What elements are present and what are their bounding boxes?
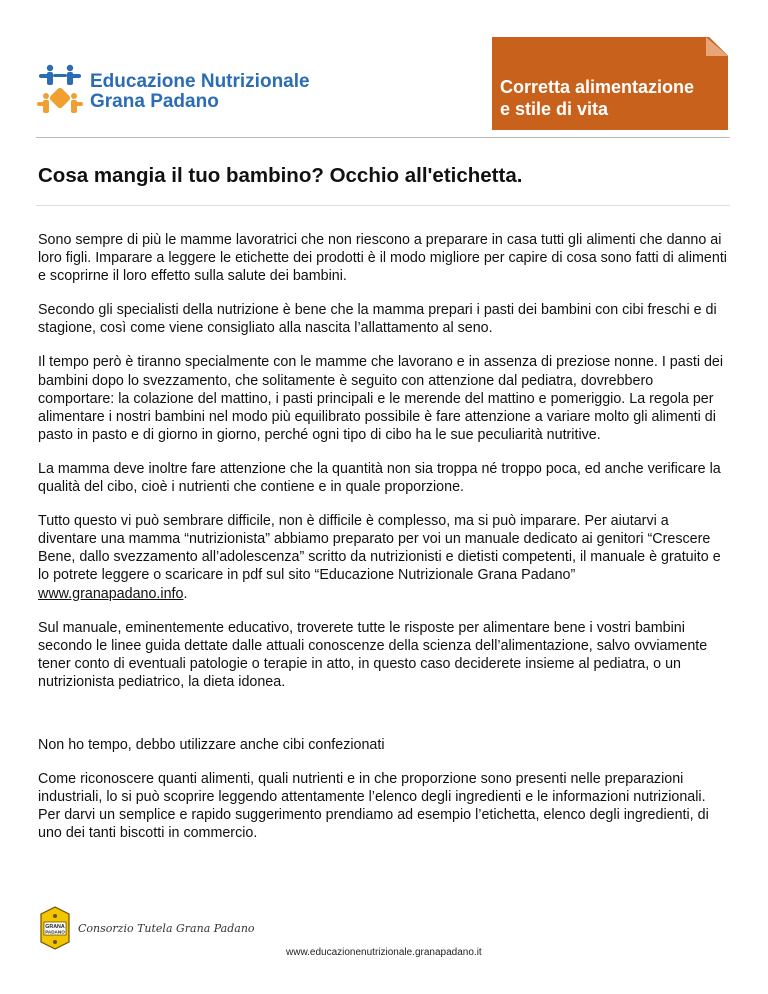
banner-line-1: Corretta alimentazione — [500, 77, 695, 97]
banner-line-2: e stile di vita — [500, 99, 609, 119]
logo-text — [90, 72, 310, 112]
paragraph-2: Secondo gli specialisti della nutrizione è bene che la mamma prepari i pasti dei bambini con cibi freschi e di stagione, così come viene consigliato alla nascita l’allattamento al seno. — [38, 302, 717, 337]
header-logo — [36, 62, 336, 124]
granapadano-link[interactable]: www.granapadano.info — [38, 585, 184, 602]
header-divider — [36, 137, 730, 138]
paragraph-5-end: . — [183, 585, 188, 602]
consortium-name: Consorzio Tutela Grana Padano — [78, 922, 255, 935]
paragraph-5-text: Tutto questo vi può sembrare difficile, non è difficile è complesso, ma si può imparare. Per aiutarvi a diventare una mamma “nutrizionista” abbiamo preparato per voi un manuale dedicato ai genitori “Crescere Bene, dallo svezzamento all’adolescenza” scritto da nutrizionisti e dietisti competenti, il manuale è gratuito e lo potrete leggere o scaricare in pdf sul sito “Educazione Nutrizionale Grana Padano” — [38, 513, 721, 584]
section-banner-text — [500, 76, 694, 120]
logo-line-1: Educazione Nutrizionale — [90, 71, 310, 92]
educazione-nutrizionale-logo-icon — [36, 62, 84, 120]
grana-padano-seal-icon — [38, 906, 72, 950]
logo-line-2: Grana Padano — [90, 91, 219, 112]
article-title: Cosa mangia il tuo bambino? Occhio all'etichetta. — [38, 164, 523, 187]
seal-text-top: GRANA — [45, 924, 65, 930]
title-divider — [36, 205, 730, 206]
paragraph-1: Sono sempre di più le mamme lavoratrici che non riescono a preparare in casa tutti gli alimenti che danno ai loro figli. Imparare a leggere le etichette dei prodotti è il modo migliore per capire di cosa sono fatti di alimenti e scoprirne il loro effetto sulla salute dei bambini. — [38, 232, 727, 285]
paragraph-4: La mamma deve inoltre fare attenzione che la quantità non sia troppa né troppo poca, ed anche verificare la qualità del cibo, cioè i nutrienti che contiene e in quale proporzione. — [38, 460, 721, 496]
footer-url: www.educazionenutrizionale.granapadano.it — [286, 947, 482, 958]
paragraph-3: Il tempo però è tiranno specialmente con le mamme che lavorano e in assenza di preziose nonne. I pasti dei bambini dopo lo svezzamento, che solitamente è seguito con attenzione dal pediatra, dovrebbero comportare: la colazione del mattino, i pasti principali e le merende del mattino e pomeriggio. La regola per alimentare i nostri bambini nel modo più equilibrato possibile è fare attenzione a variare molto gli alimenti di pasto in pasto e di giorno in giorno, perché ogni tipo di cibo ha le sue peculiarità nutritive. — [38, 354, 724, 443]
article-body — [38, 231, 728, 858]
subheading: Non ho tempo, debbo utilizzare anche cibi confezionati — [38, 736, 385, 753]
paragraph-7: Come riconoscere quanti alimenti, quali nutrienti e in che proporzione sono presenti nelle preparazioni industriali, lo si può scoprire leggendo attentamente l’elenco degli ingredienti e le informazioni nutrizionali. Per darvi un semplice e rapido suggerimento prendiamo ad esempio l’etichetta, elenco degli ingredienti, di uno dei tanti biscotti in commercio. — [38, 771, 709, 842]
paragraph-5 — [38, 512, 728, 602]
seal-text-bottom: PADANO — [45, 929, 65, 935]
paragraph-6: Sul manuale, eminentemente educativo, troverete tutte le risposte per alimentare bene i vostri bambini secondo le linee guida dettate dalle attuali conoscenze della scienza dell’alimentazione, salvo ovviamente tener conto di eventuali patologie o terapie in atto, in questo caso deciderete insieme al pediatra, o un nutrizionista pediatrico, la dieta idonea. — [38, 619, 708, 690]
